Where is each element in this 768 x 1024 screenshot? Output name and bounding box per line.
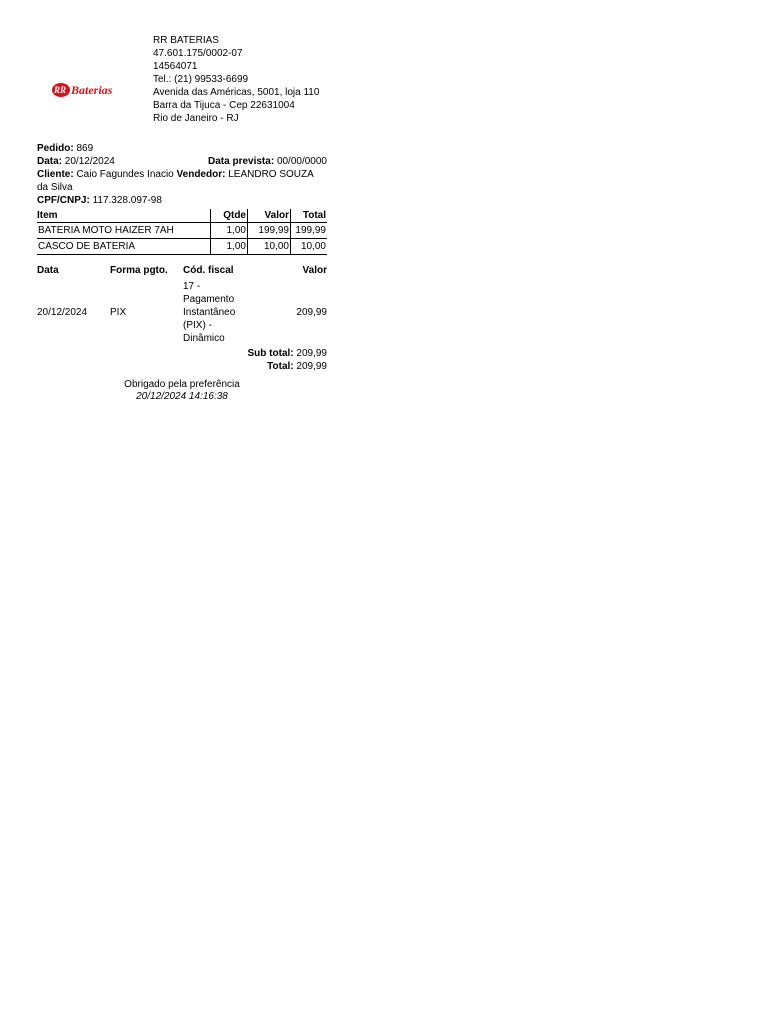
- item-qty: 1,00: [211, 239, 248, 255]
- company-info: [153, 34, 323, 125]
- company-district: Barra da Tijuca - Cep 22631004: [153, 100, 295, 111]
- pay-fiscal-code: 17 - Pagamento Instantâneo (PIX) - Dinâmico: [183, 281, 236, 344]
- company-phone: Tel.: (21) 99533-6699: [153, 74, 249, 85]
- pay-value: 209,99: [296, 307, 327, 318]
- order-number-label: Pedido:: [37, 143, 74, 154]
- col-valor: Valor: [248, 209, 291, 223]
- col-pay-value: Valor: [302, 265, 327, 276]
- customer-seller: [37, 168, 327, 194]
- receipt-footer: [37, 379, 327, 403]
- pay-date: 20/12/2024: [37, 307, 88, 318]
- item-total: 199,99: [291, 223, 328, 239]
- order-info: [37, 142, 327, 207]
- pay-method: PIX: [110, 307, 127, 318]
- table-row: [37, 223, 327, 239]
- item-total: 10,00: [291, 239, 328, 255]
- cpf-label: CPF/CNPJ:: [37, 195, 90, 206]
- items-table: [37, 209, 327, 255]
- total: [37, 360, 327, 373]
- item-price: 10,00: [248, 239, 291, 255]
- order-number-value: 869: [76, 143, 94, 154]
- table-row: [37, 239, 327, 255]
- subtotal-value: 209,99: [296, 348, 327, 359]
- company-address: Avenida das Américas, 5001, loja 110: [153, 87, 320, 98]
- item-qty: 1,00: [211, 223, 248, 239]
- item-name: BATERIA MOTO HAIZER 7AH: [37, 223, 211, 239]
- expected-date-label: Data prevista:: [208, 156, 275, 167]
- company-ie: 14564071: [153, 61, 198, 72]
- col-pay-method: Forma pgto.: [110, 265, 168, 276]
- customer-label: Cliente:: [37, 169, 74, 180]
- expected-date-value: 00/00/0000: [276, 156, 327, 167]
- table-row: [37, 280, 327, 345]
- col-item: Item: [37, 209, 211, 223]
- logo-text: Baterias: [71, 83, 113, 97]
- total-value: 209,99: [296, 361, 327, 372]
- items-header-row: [37, 209, 327, 223]
- subtotal-label: Sub total:: [247, 348, 294, 359]
- item-name: CASCO DE BATERIA: [37, 239, 211, 255]
- company-city: Rio de Janeiro - RJ: [153, 113, 239, 124]
- receipt: [37, 34, 327, 403]
- totals: [37, 347, 327, 373]
- col-total: Total: [291, 209, 328, 223]
- payments-header-row: [37, 265, 327, 280]
- col-qtde: Qtde: [211, 209, 248, 223]
- company-logo: [51, 79, 121, 101]
- print-timestamp: 20/12/2024 14:16:38: [136, 391, 228, 402]
- receipt-header: [37, 34, 327, 138]
- expected-date: [208, 155, 327, 168]
- thanks-message: Obrigado pela preferência: [124, 379, 240, 390]
- logo-mark: RR: [54, 85, 67, 95]
- payments-table: [37, 265, 327, 345]
- seller-value: LEANDRO SOUZA da Silva: [37, 169, 314, 193]
- company-name: RR BATERIAS: [153, 35, 219, 46]
- col-pay-date: Data: [37, 265, 59, 276]
- seller-label: Vendedor:: [176, 169, 226, 180]
- cpf-value: 117.328.097-98: [92, 195, 162, 206]
- customer-document: [37, 194, 327, 207]
- col-fiscal-code: Cód. fiscal: [183, 265, 234, 276]
- subtotal: [37, 347, 327, 360]
- order-date-value: 20/12/2024: [64, 156, 115, 167]
- customer-value: Caio Fagundes Inacio: [76, 169, 174, 180]
- company-cnpj: 47.601.175/0002-07: [153, 48, 243, 59]
- order-number: [37, 142, 327, 155]
- order-date: [37, 155, 115, 168]
- item-price: 199,99: [248, 223, 291, 239]
- order-dates: [37, 155, 327, 168]
- total-label: Total:: [267, 361, 294, 372]
- order-date-label: Data:: [37, 156, 63, 167]
